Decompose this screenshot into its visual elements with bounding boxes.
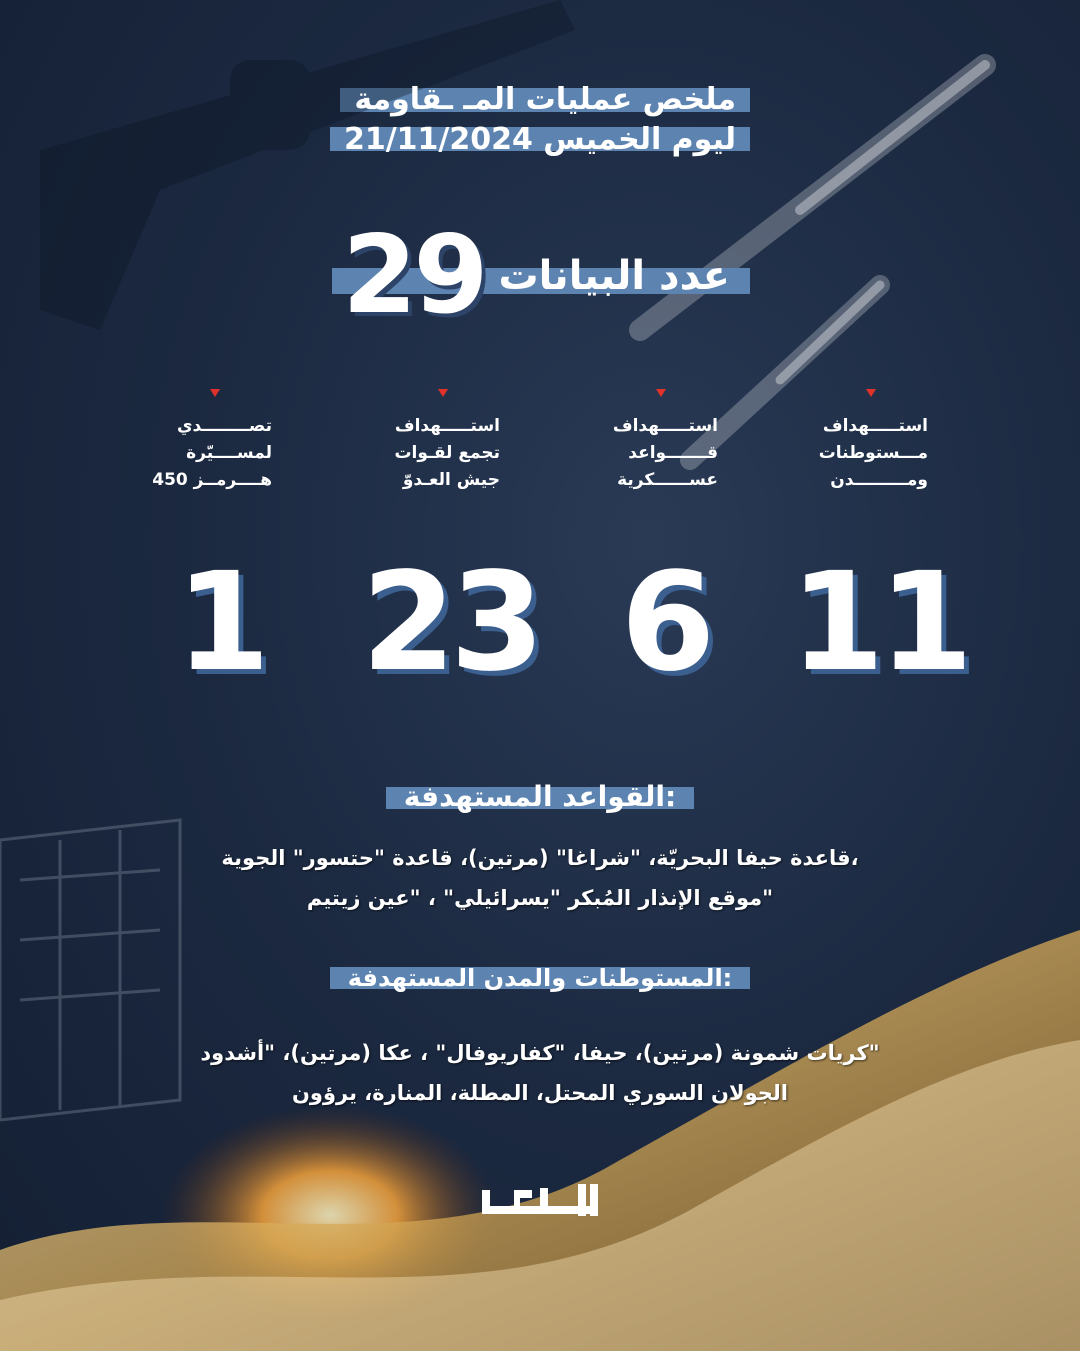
statements-count (342, 213, 750, 338)
red-triangle-icon (438, 389, 448, 397)
settlements-list (100, 1033, 980, 1113)
title-line-1: ملخص عمليات المـ ـقاومة (340, 84, 750, 116)
category-troops (300, 385, 500, 494)
red-triangle-icon (656, 389, 666, 397)
red-triangle-icon (866, 389, 876, 397)
value-drone: 1 (175, 544, 265, 702)
bases-heading: القواعد المستهدفة: (0, 782, 1080, 811)
category-line: جيش العـدوّ (402, 470, 500, 490)
category-line: استـــــهداف (612, 416, 718, 436)
statements-number: 29 (342, 213, 485, 338)
title-line-2: ليوم الخميس 21/11/2024 (330, 124, 750, 156)
red-triangle-icon (210, 389, 220, 397)
category-drone (72, 385, 272, 494)
category-settlements (728, 385, 928, 494)
category-line: ومـــــــــدن (830, 470, 928, 490)
category-line: عســــــكرية (617, 470, 718, 490)
title-block (330, 84, 750, 155)
category-line: لمســــيّرة (186, 443, 272, 463)
category-line: تصــــــــدي (176, 416, 272, 436)
statements-label: عدد البيانات (498, 253, 730, 299)
category-line: هــــرمــز 450 (152, 470, 272, 490)
settlements-line-1: كريات شمونة (مرتين)، حيفا، "كفاريوفال" ، عكا (مرتين)، "أشدود" (200, 1041, 880, 1065)
bases-line-2: موقع الإنذار المُبكر "يسرائيلي" ، "عين زيتيم" (306, 886, 774, 910)
settlements-heading: المستوطنات والمدن المستهدفة: (0, 966, 1080, 991)
category-line: استـــــهداف (822, 416, 928, 436)
bases-line-1: قاعدة حيفا البحريّة، "شراغا" (مرتين)، قاعدة "حتسور" الجوية، (221, 846, 859, 870)
category-line: قـــــــواعد (628, 443, 718, 463)
value-bases: 6 (620, 544, 710, 702)
category-line: مـــستوطنات (818, 443, 928, 463)
category-line: استـــــهداف (394, 416, 500, 436)
settlements-line-2: الجولان السوري المحتل، المطلة، المنارة، يرؤون (291, 1081, 788, 1105)
alahed-logo (478, 1180, 602, 1220)
bases-list (120, 838, 960, 918)
value-settlements: 11 (790, 544, 968, 702)
value-troops: 23 (361, 544, 539, 702)
category-bases (518, 385, 718, 494)
category-line: تجمع لقـوات (394, 443, 500, 463)
